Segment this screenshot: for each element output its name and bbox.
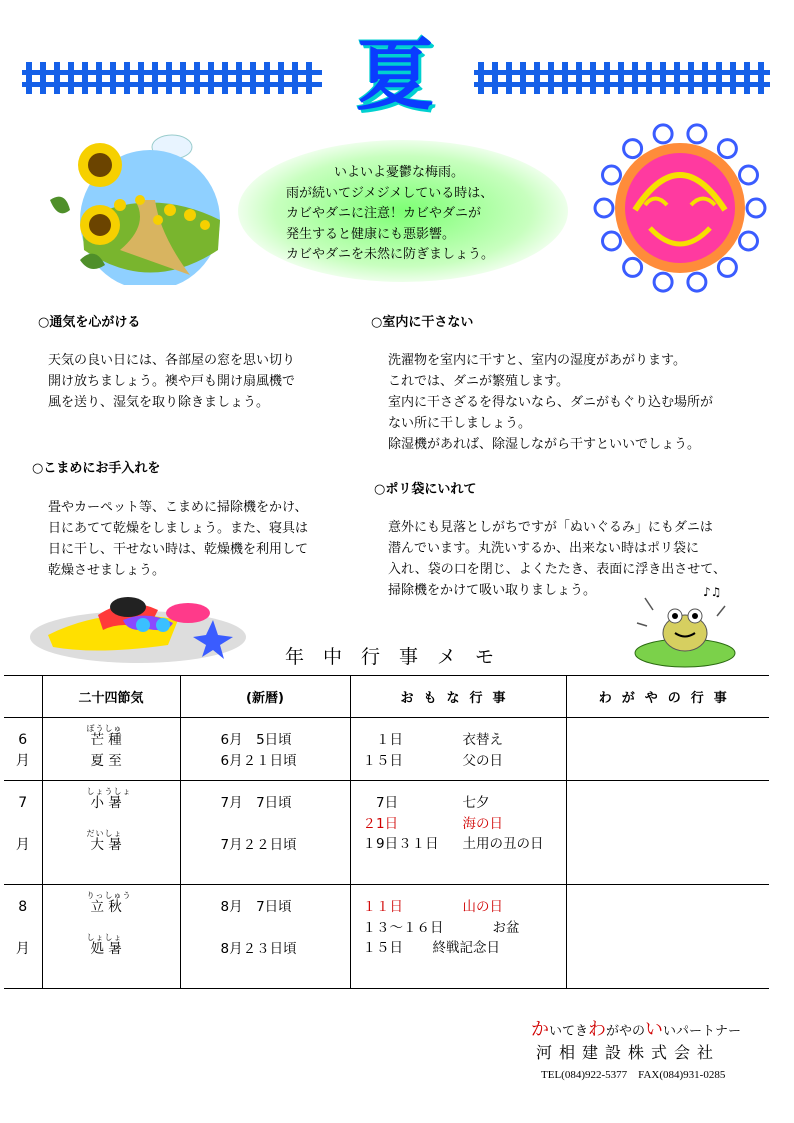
fence-picket [278,62,284,94]
sun-curl [740,232,758,250]
date-cell: 8月 7日頃 8月２３日頃 [180,885,350,989]
frog-illustration [625,578,740,673]
fence-picket [264,62,270,94]
home-events-cell [566,885,769,989]
memo-title: 年中行事メモ [285,646,514,668]
company-slogan: かいてきわがやのいいパートナー [531,1019,742,1040]
sun-curl [654,125,672,143]
fence-picket [716,62,722,94]
fence-picket [96,62,102,94]
sekki-name: 夏 至 [90,752,122,769]
date-cell: 7月 7日頃 7月２２日頃 [180,781,350,885]
fence-picket [660,62,666,94]
section-heading-indoor: ○室内に干さない [371,315,474,330]
body-line: 日に干し、干せない時は、乾燥機を利用して [48,542,309,557]
furigana: りっしゅう [86,891,132,900]
company-name: 河相建設株式会社 [536,1043,721,1062]
month-label: 6 月 [4,718,42,781]
table-row [4,885,769,989]
intro-line: 雨が続いてジメジメしている時は、 [286,185,494,201]
page-title: 夏 [355,30,434,121]
sun-curl [595,199,613,217]
fence-picket [82,62,88,94]
sun-curl [603,232,621,250]
sekki-cell [42,781,180,885]
sekki-name: 立 秋 [90,899,122,915]
table-row [4,718,769,781]
right-fence-decoration [474,62,770,94]
fence-picket [208,62,214,94]
sun-curl [624,140,642,158]
fence-picket [590,62,596,94]
fence-picket [730,62,736,94]
body-line: 除湿機があれば、除湿しながら干すといいでしょう。 [388,437,701,452]
body-line: 入れ、袋の口を閉じ、よくたたき、表面に浮き出させて、 [388,562,727,577]
fence-picket [534,62,540,94]
svg-text:♪♫: ♪♫ [703,585,722,599]
sun-curl [747,199,765,217]
events-table [4,675,769,989]
month-label: 7 月 [4,781,42,885]
table-row [4,781,769,885]
fence-picket [632,62,638,94]
fence-picket [674,62,680,94]
intro-line: いよいよ憂鬱な梅雨。 [334,165,465,180]
section-body-ventilation [48,350,295,413]
fence-picket [124,62,130,94]
body-line: 開け放ちましょう。襖や戸も開け扇風機で [48,374,296,389]
fence-picket [702,62,708,94]
body-line: これでは、ダニが繁殖します。 [388,374,569,389]
body-line: 風を送り、湿気を取り除きましょう。 [48,395,270,410]
events-cell: １日 衣替え １５日 父の日 [350,718,566,781]
body-line: 意外にも見落としがちですが「ぬいぐるみ」にもダニは [388,520,713,535]
fence-picket [152,62,158,94]
fence-picket [68,62,74,94]
furigana: しょうしょ [86,787,132,796]
intro-text [286,163,566,266]
sun-curl [718,140,736,158]
sunflower-field-illustration [40,125,230,285]
body-line: 室内に干さざるを得ないなら、ダニがもぐり込む場所が [388,395,714,410]
fence-picket [54,62,60,94]
body-line: 乾燥させましょう。 [48,563,166,578]
fence-picket [744,62,750,94]
fence-picket [618,62,624,94]
section-heading-ventilation: ○通気を心がける [38,315,141,330]
fence-picket [26,62,32,94]
sun-curl [688,273,706,291]
events-cell: 7日 七夕 ２1日 海の日 １9日３１日 土用の丑の日 [350,781,566,885]
furigana: だいしょ [86,828,123,838]
body-line: 畳やカーペット等、こまめに掃除機をかけ、 [48,500,308,515]
body-line: 洗濯物を室内に干すと、室内の湿度があがります。 [388,353,686,368]
fence-picket [194,62,200,94]
fence-picket [576,62,582,94]
fence-picket [688,62,694,94]
fence-picket [520,62,526,94]
fence-picket [758,62,764,94]
header-events: おもな行事 [350,676,566,718]
fence-picket [506,62,512,94]
sun-curl [718,258,736,276]
sun-curl [624,258,642,276]
header-home-events: わがやの行事 [566,676,769,718]
fence-picket [292,62,298,94]
body-line: 掃除機をかけて吸い取りましょう。 [388,583,597,598]
fence-picket [646,62,652,94]
section-heading-bag: ○ポリ袋にいれて [374,482,477,497]
body-line: 日にあてて乾燥をしましょう。また、寝具は [48,521,309,536]
home-events-cell [566,781,769,885]
sekki-name: 小 暑 [90,795,122,811]
section-heading-care: ○こまめにお手入れを [32,461,161,476]
sekki-name: 芒 種 [90,732,122,748]
furigana: ぼうしゅ [86,724,123,733]
header-sekki: 二十四節気 [42,676,180,718]
fence-picket [138,62,144,94]
sun-curl [740,166,758,184]
intro-line: カビやダニに注意！カビやダニが [286,206,482,221]
section-body-care [48,497,308,581]
home-events-cell [566,718,769,781]
smiling-sun-illustration [585,120,775,295]
fence-picket [110,62,116,94]
sun-curl [688,125,706,143]
section-body-indoor [388,350,713,455]
body-line: 潜んでいます。丸洗いするか、出来ない時はポリ袋に [388,541,699,556]
body-line: 天気の良い日には、各部屋の窓を思い切り [48,353,296,368]
body-line: ない所に干しましょう。 [388,416,532,431]
events-cell: １１日 山の日 １３～１６日 お盆 １５日 終戦記念日 [350,885,566,989]
sun-curl [603,166,621,184]
table-header-row [4,676,769,718]
date-cell: 6月 5日頃 6月２１日頃 [180,718,350,781]
intro-line: 発生すると健康にも悪影響。 [286,226,456,242]
fence-picket [478,62,484,94]
fence-picket [492,62,498,94]
fence-picket [236,62,242,94]
fence-picket [562,62,568,94]
fence-picket [180,62,186,94]
fence-picket [604,62,610,94]
fence-picket [306,62,312,94]
left-fence-decoration [22,62,322,94]
sekki-cell [42,718,180,781]
fence-picket [548,62,554,94]
fence-picket [40,62,46,94]
month-label: 8 月 [4,885,42,989]
fence-picket [166,62,172,94]
sekki-name: 処 暑 [90,940,122,957]
fence-picket [250,62,256,94]
sekki-cell [42,885,180,989]
intro-line: カビやダニを未然に防ぎましょう。 [286,247,495,262]
sun-curl [654,273,672,291]
sekki-name: 大 暑 [90,836,122,853]
fence-picket [222,62,228,94]
header-date: (新暦) [180,676,350,718]
beach-items-illustration [28,585,248,665]
company-contact: TEL(084)922-5377 FAX(084)931-0285 [541,1069,726,1081]
furigana: しょしょ [86,932,123,942]
